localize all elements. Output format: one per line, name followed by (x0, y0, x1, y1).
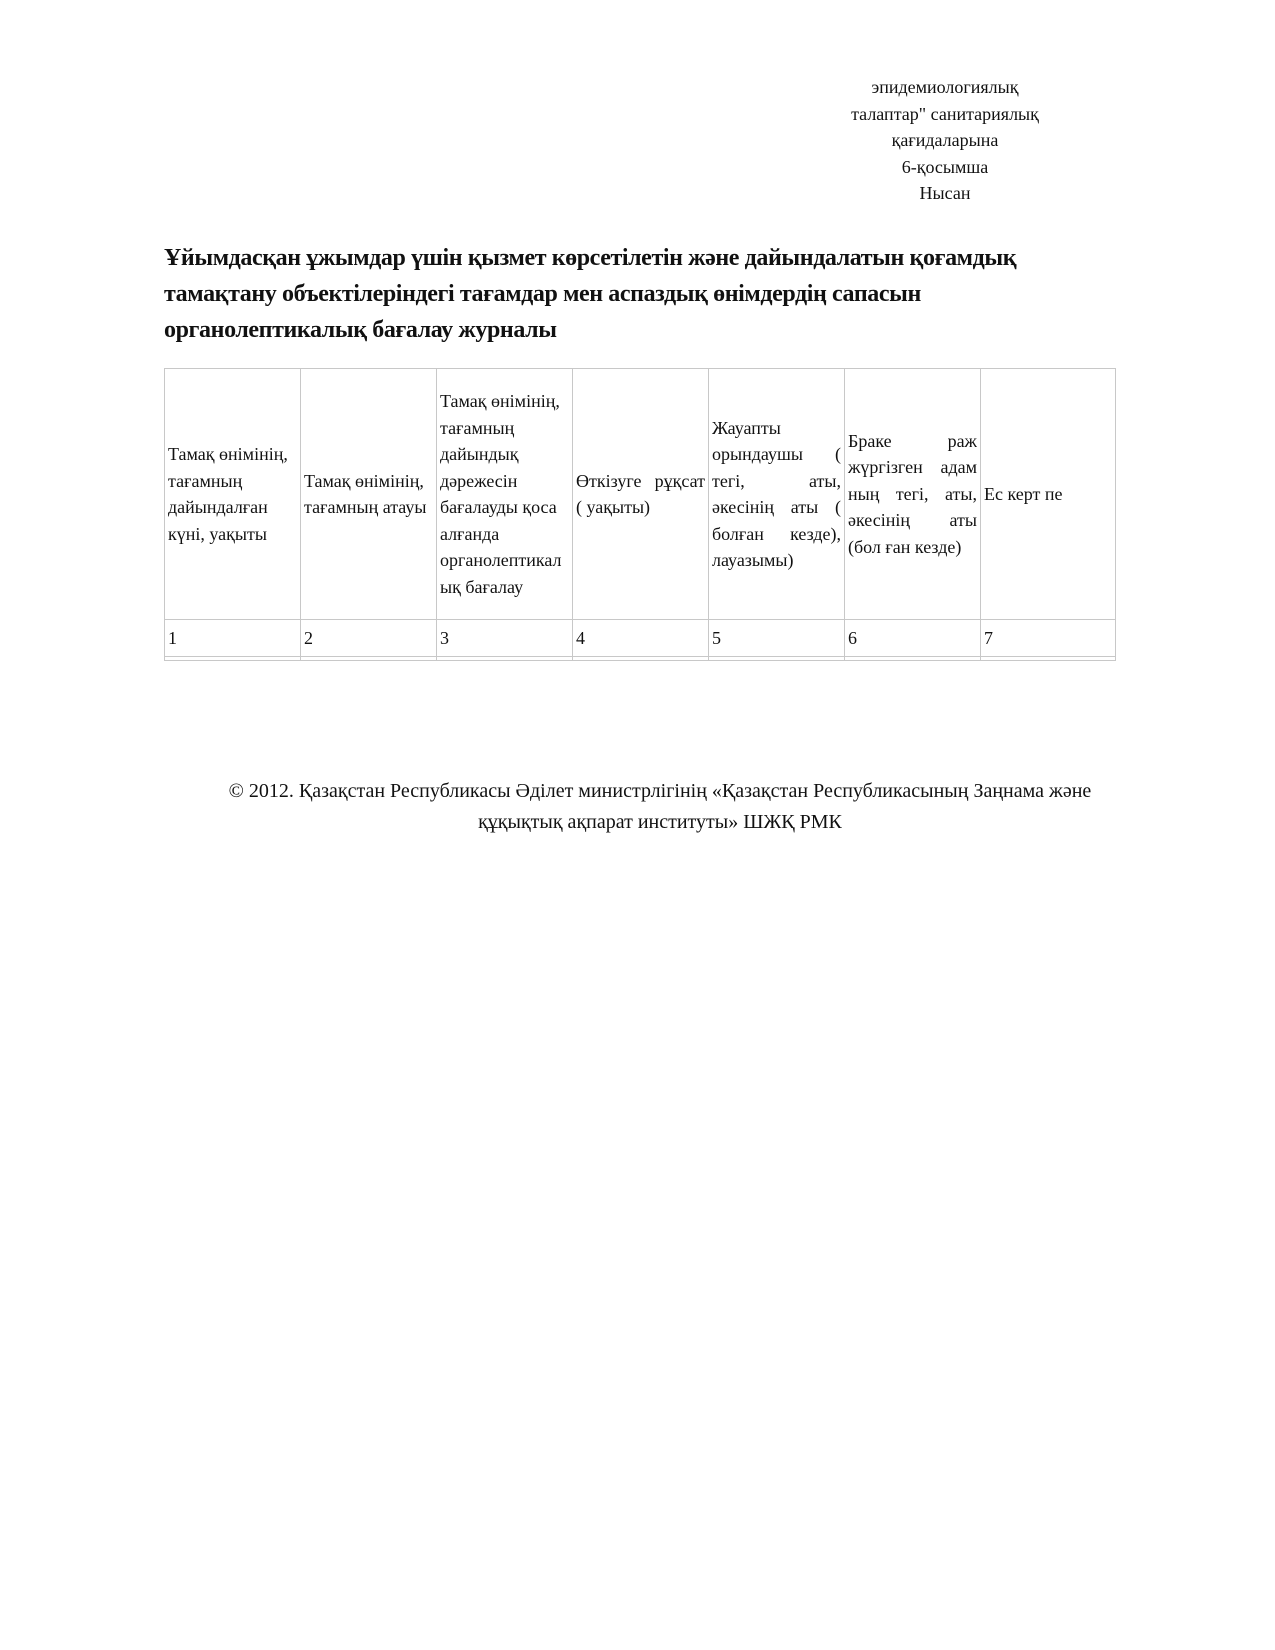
header-line: эпидемиологиялық (871, 77, 1019, 97)
footer-line: © 2012. Қазақстан Республикасы Әділет министрлігінің «Қазақстан Республикасының Заңнама және (228, 780, 1092, 802)
column-number: 6 (845, 620, 981, 657)
appendix-header (800, 74, 1090, 207)
form-label: Нысан (919, 183, 971, 203)
table-row (165, 620, 1116, 657)
column-header: Браке раж жүргізген адам ның тегі, аты, әкесінің аты (бол ған кезде) (845, 369, 981, 620)
column-header: Тамақ өнімінің, тағамның дайындық дәрежесін бағалауды қоса алғанда органолептикалық бағалау (437, 369, 573, 620)
table-cell (165, 657, 301, 661)
header-line: талаптар" санитариялық (851, 103, 1039, 124)
journal-table (164, 368, 1116, 661)
column-number: 7 (981, 620, 1116, 657)
table-cell (845, 657, 981, 661)
table-cell (709, 657, 845, 661)
column-header: Жауапты орындаушы ( тегі, аты, әкесінің аты ( болған кезде), лауазымы) (709, 369, 845, 620)
column-number: 1 (165, 620, 301, 657)
column-number: 3 (437, 620, 573, 657)
column-header: Өткізуге рұқсат ( уақыты) (573, 369, 709, 620)
copyright-footer (160, 776, 1160, 838)
header-line: 6-қосымша (901, 156, 989, 177)
table-cell (573, 657, 709, 661)
column-header: Ес керт пе (981, 369, 1116, 620)
table-header-row (165, 369, 1116, 620)
column-number: 4 (573, 620, 709, 657)
journal-table-container (164, 368, 1115, 661)
column-number: 5 (709, 620, 845, 657)
table-cell (301, 657, 437, 661)
table-row-empty (165, 657, 1116, 661)
column-number: 2 (301, 620, 437, 657)
column-header: Тамақ өнімінің, тағамның атауы (301, 369, 437, 620)
document-title: Ұйымдасқан ұжымдар үшін қызмет көрсетілетін және дайындалатын қоғамдық тамақтану объектілеріндегі тағамдар мен аспаздық өнімдердің сапасын органолептикалық бағалау журналы (164, 245, 1017, 343)
table-cell (437, 657, 573, 661)
header-line: қағидаларына (891, 130, 999, 150)
table-cell (981, 657, 1116, 661)
column-header: Тамақ өнімінің, тағамның дайындалған күні, уақыты (165, 369, 301, 620)
footer-line: құқықтық ақпарат институты» ШЖҚ РМК (478, 811, 842, 833)
